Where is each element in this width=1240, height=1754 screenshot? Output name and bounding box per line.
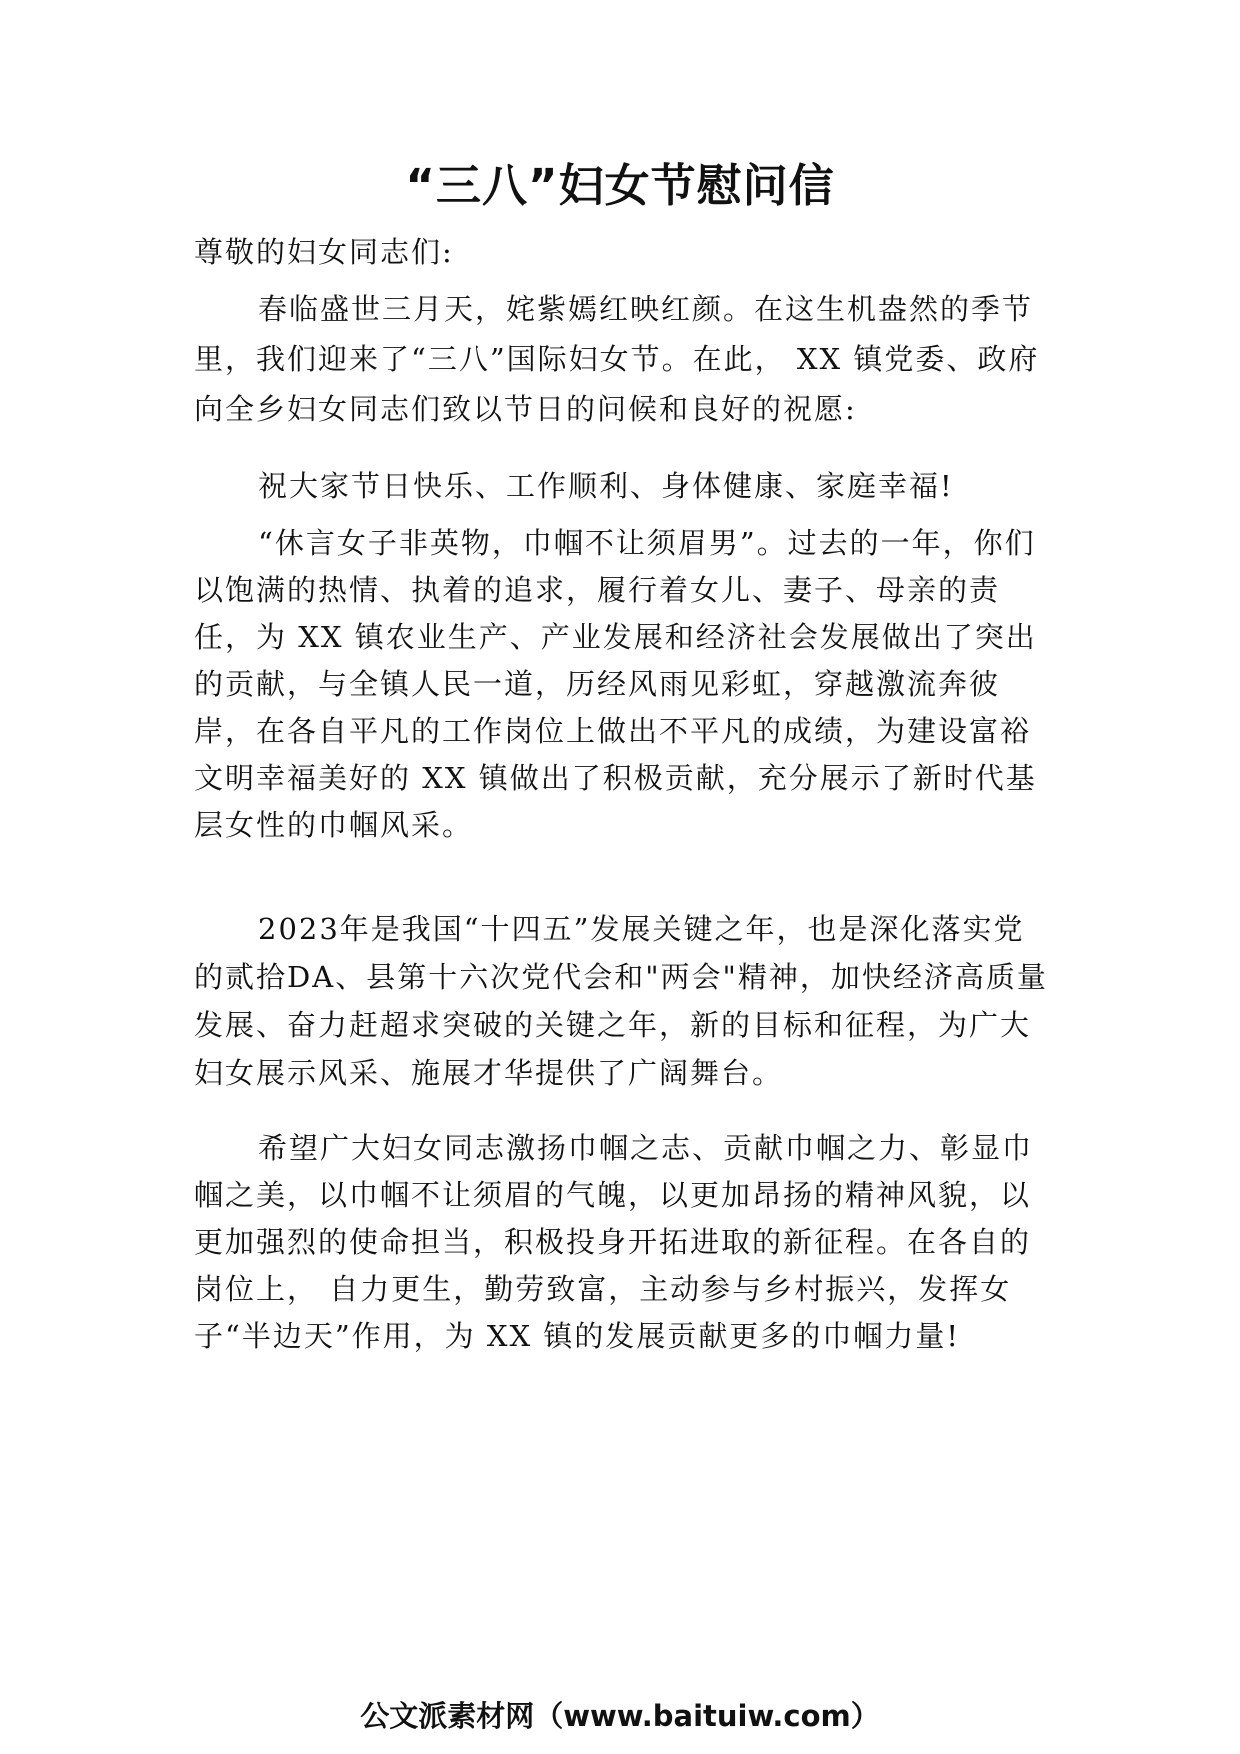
paragraph-3: “休言女子非英物，巾帼不让须眉男”。过去的一年，你们以饱满的热情、执着的追求，履行着女儿、妻子、母亲的责任，为 XX 镇农业生产、产业发展和经济社会发展做出了突出的贡献，与全镇人民一道，历经风雨见彩虹，穿越激流奔彼岸，在各自平凡的工作岗位上做出不平凡的成绩，为建设富裕文明幸福美好的 XX 镇做出了积极贡献，充分展示了新时代基层女性的巾帼风采。 <box>194 526 1037 842</box>
paragraph-5: 希望广大妇女同志激扬巾帼之志、贡献巾帼之力、彰显巾帼之美，以巾帼不让须眉的气魄，以更加昂扬的精神风貌，以更加强烈的使命担当，积极投身开拓进取的新征程。在各自的岗位上， 自力更生，勤劳致富，主动参与乡村振兴，发挥女子“半边天”作用，为 XX 镇的发展贡献更多的巾帼力量! <box>194 1131 1034 1353</box>
footer-watermark: 公文派素材网（www.baituiw.com） <box>360 1699 880 1733</box>
paragraph-1: 春临盛世三月天，姹紫嫣红映红颜。在这生机盎然的季节里，我们迎来了“三八”国际妇女节。在此， XX 镇党委、政府向全乡妇女同志们致以节日的问候和良好的祝愿: <box>194 292 1040 426</box>
document-title: “三八”妇女节慰问信 <box>405 159 835 212</box>
paragraph-2: 祝大家节日快乐、工作顺利、身体健康、家庭幸福! <box>258 469 954 503</box>
paragraph-4: 2023年是我国“十四五”发展关键之年，也是深化落实党的贰拾DA、县第十六次党代会和"两会"精神，加快经济高质量发展、奋力赶超求突破的关键之年，新的目标和征程，为广大妇女展示风采、施展才华提供了广阔舞台。 <box>194 912 1048 1090</box>
greeting: 尊敬的妇女同志们: <box>194 235 454 269</box>
